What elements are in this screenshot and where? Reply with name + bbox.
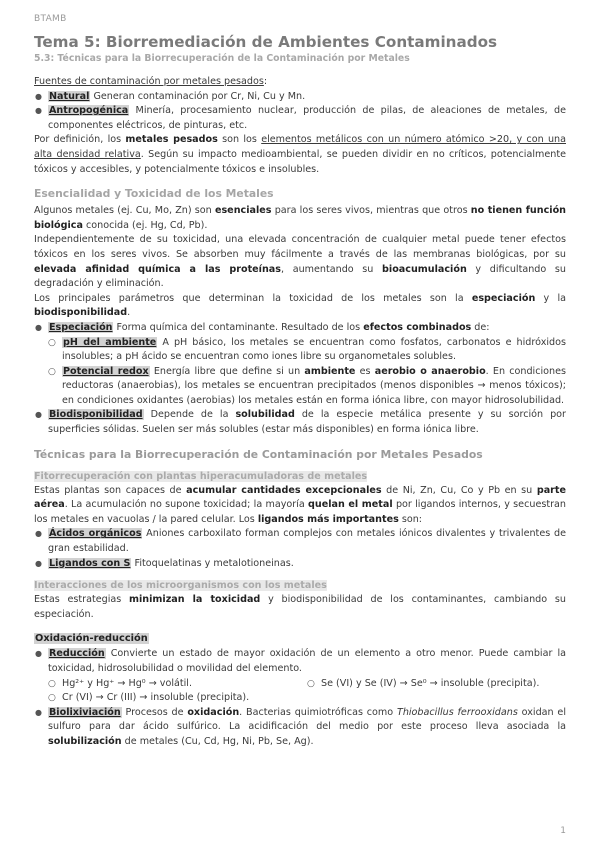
fuentes-heading: Fuentes de contaminación por metales pesados: (34, 76, 268, 87)
paragraph: Estas estrategias minimizan la toxicidad y biodisponibilidad de los contaminantes, cambiando su especiación. (34, 594, 566, 620)
list-item: ● Reducción Convierte un estado de mayor oxidación de un elemento a otro menor. Puede cambiar la toxicidad, hidrosolubilidad o movilidad del elemento. ○ Hg²⁺ y Hg⁺ → Hg⁰ → volátil. ○ Cr (VI) → Cr (III) → insoluble (precipita). ○ Se (VI) y Se (IV) → Se⁰ → insoluble (precipita). (34, 647, 566, 705)
list-item: ● Especiación Forma química del contaminante. Resultado de los efectos combinados de: ○ pH del ambiente A pH básico, los metales se encuentran como fosfatos, carbonatos e hidróxidos insolubles; a pH ácido se encuentran como iones libre su organometales solubles. ○ Potencial redox Energía libre que define si un ambiente es aerobio o anaerobio. En condiciones reductoras (anaerobias), los metales se encuentran precipitados (menos disponibles → menos tóxicos); en condiciones oxidantes (aerobias) los metales están en forma iónica libre, con mayor hidrosolubilidad. (34, 321, 566, 409)
section-heading-esencialidad: Esencialidad y Toxicidad de los Metales (34, 187, 274, 201)
list-item: ● Antropogénica Minería, procesamiento nuclear, producción de pilas, de aleaciones de metales, de componentes eléctricos, de pinturas, etc. (34, 104, 566, 133)
page (34, 14, 566, 750)
page-subtitle: 5.3: Técnicas para la Biorrecuperación de la Contaminación por Metales (34, 53, 410, 64)
list-item: ○ pH del ambiente A pH básico, los metales se encuentran como fosfatos, carbonatos e hidróxidos insolubles; a pH ácido se encuentran como iones libre su organometales solubles. (48, 336, 566, 365)
list-item: ● Ligandos con S Fitoquelatinas y metalotioneinas. (34, 557, 566, 572)
fuentes-list (34, 90, 566, 134)
paragraph: Algunos metales (ej. Cu, Mo, Zn) son esenciales para los seres vivos, mientras que otros no tienen función biológica conocida (ej. Hg, Cd, Pb). (34, 205, 566, 231)
list-item: ○ Cr (VI) → Cr (III) → insoluble (precipita). (48, 691, 307, 706)
subsection-heading-fito: Fitorrecuperación con plantas hiperacumuladoras de metales (34, 470, 368, 482)
parameters-list (34, 321, 566, 438)
paragraph: Estas plantas son capaces de acumular cantidades excepcionales de Ni, Zn, Cu, Co y Pb en su parte aérea. La acumulación no supone toxicidad; la mayoría quelan el metal por ligandos internos, y secuestran los metales en vacuolas / la pared celular. Los ligandos más importantes son: (34, 484, 567, 525)
list-item: ● Natural Generan contaminación por Cr, Ni, Cu y Mn. (34, 90, 566, 105)
page-number: 1 (560, 826, 566, 836)
list-item: ○ Potencial redox Energía libre que define si un ambiente es aerobio o anaerobio. En condiciones reductoras (anaerobias), los metales se encuentran precipitados (menos disponibles → menos tóxicos); en condiciones oxidantes (aerobias) los metales están en forma iónica libre, con mayor hidrosolubilidad. (48, 365, 566, 409)
subsection-heading-micro: Interacciones de los microorganismos con los metales (34, 580, 327, 592)
list-item: ● Biolixiviación Procesos de oxidación. Bacterias quimiotróficas como Thiobacillus ferrooxidans oxidan el sulfuro para dar ácido sulfúrico. La acidificación del medio por este proceso lleva asociada la solubilización de metales (Cu, Cd, Hg, Ni, Pb, Se, Ag). (34, 706, 566, 750)
list-item: ● Ácidos orgánicos Aniones carboxilato forman complejos con metales iónicos divalentes y trivalentes de gran estabilidad. (34, 527, 566, 556)
sublist (48, 336, 566, 409)
paragraph: Independientemente de su toxicidad, una elevada concentración de cualquier metal puede tener efectos tóxicos en los seres vivos. Se absorben muy fácilmente a través de las membranas biológicas, por su elevada afinidad química a las proteínas, aumentando su bioacumulación y dificultando su degradación y eliminación. (34, 234, 567, 290)
list-item: ○ Hg²⁺ y Hg⁺ → Hg⁰ → volátil. (48, 677, 307, 692)
list-item: ● Biodisponibilidad Depende de la solubilidad de la especie metálica presente y su sorción por superficies sólidas. Suelen ser más solubles (estar más disponibles) en forma iónica libre. (34, 408, 566, 437)
list-item: ○ Se (VI) y Se (IV) → Se⁰ → insoluble (precipita). (307, 677, 566, 692)
subsection-heading-oxred: Oxidación-reducción (35, 633, 148, 645)
definition-paragraph: Por definición, los metales pesados son los elementos metálicos con un número atómico >20, y con una alta densidad relativa. Según su impacto medioambiental, se pueden dividir en no críticos, potencialmente tóxicos y accesibles, y potencialmente tóxicos e insolubles. (34, 134, 566, 175)
section-heading-tecnicas: Técnicas para la Biorrecuperación de Contaminación por Metales Pesados (34, 447, 483, 461)
page-title: Tema 5: Biorremediación de Ambientes Contaminados (34, 33, 498, 51)
ligands-list (34, 527, 566, 571)
oxred-list (34, 647, 566, 749)
paragraph: Los principales parámetros que determinan la toxicidad de los metales son la especiación y la biodisponibilidad. (34, 292, 566, 319)
header-label: BTAMB (34, 14, 67, 24)
reduction-examples (48, 677, 566, 706)
